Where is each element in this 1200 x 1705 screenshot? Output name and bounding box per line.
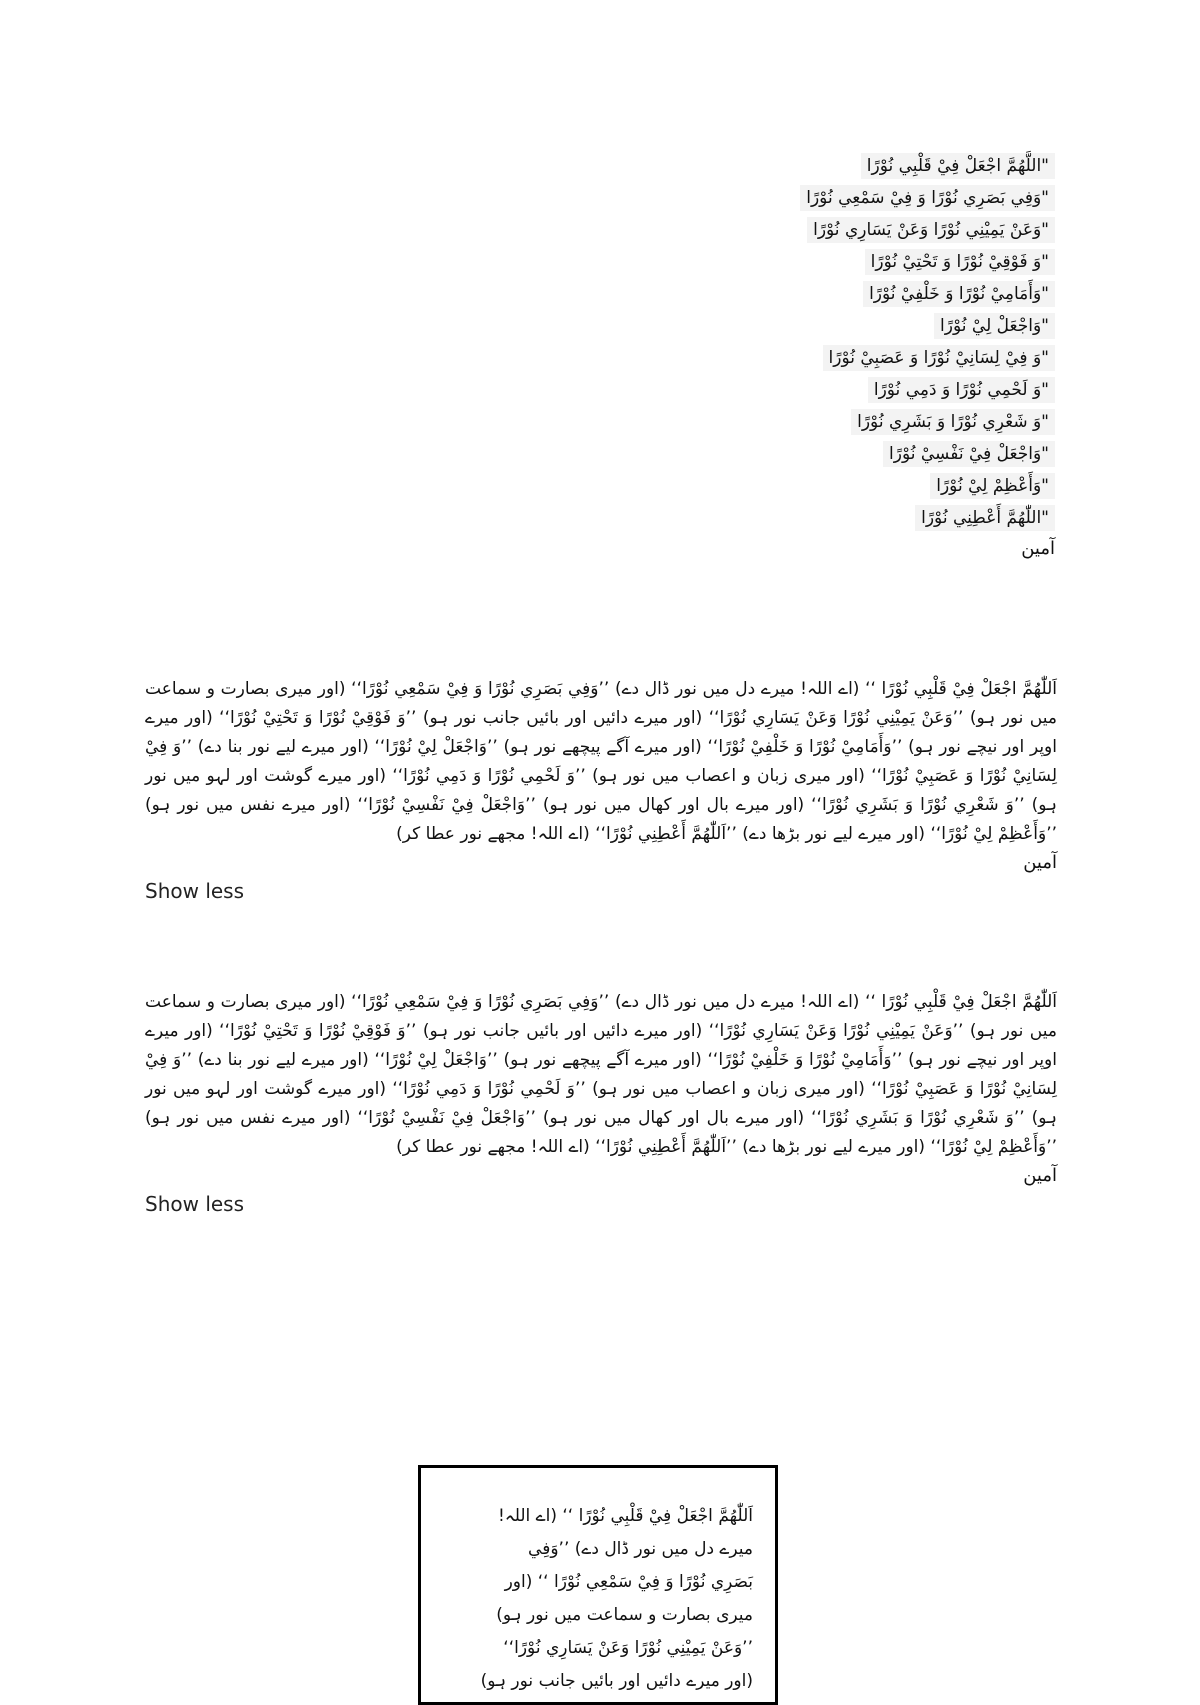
expanded-paragraph-1: [145, 675, 1057, 905]
dua-line: "وَعَنْ يَمِيْنِي نُوْرًا وَعَنْ يَسَارِي نُوْرًا: [735, 214, 1055, 246]
dua-line: "اللَّهُمَّ اجْعَلْ فِيْ قَلْبِي نُوْرًا: [735, 150, 1055, 182]
amen-text: آمین: [1023, 852, 1057, 873]
paragraph-text: اَللّٰهُمَّ اجْعَلْ فِيْ قَلْبِي نُوْرًا ‘‘ (اے اللہ! میرے دل میں نور ڈال دے) ’’وَفِي بَصَرِي نُوْرًا وَ فِيْ سَمْعِي نُوْرًا‘‘ (اور میری بصارت و سماعت میں نور ہو) ’’وَعَنْ يَمِيْنِي نُوْرًا وَعَنْ يَسَارِي نُوْرًا‘‘ (اور میرے دائیں اور بائیں جانب نور ہو) ’’وَ فَوْقِيْ نُوْرًا وَ تَحْتِيْ نُوْرًا‘‘ (اور میرے اوپر اور نیچے نور ہو) ’’وَأَمَامِيْ نُوْرًا وَ خَلْفِيْ نُوْرًا‘‘ (اور میرے آگے پیچھے نور ہو) ’’وَاجْعَلْ لِيْ نُوْرًا‘‘ (اور میرے لیے نور بنا دے) ’’وَ فِيْ لِسَانِيْ نُوْرًا وَ عَصَبِيْ نُوْرًا‘‘ (اور میری زبان و اعصاب میں نور ہو) ’’وَ لَحْمِي نُوْرًا وَ دَمِي نُوْرًا‘‘ (اور میرے گوشت اور لہو میں نور ہو) ’’وَ شَعْرِي نُوْرًا وَ بَشَرِي نُوْرًا‘‘ (اور میرے بال اور کھال میں نور ہو) ’’وَاجْعَلْ فِيْ نَفْسِيْ نُوْرًا‘‘ (اور میرے نفس میں نور ہو) ’’وَأَعْظِمْ لِيْ نُوْرًا‘‘ (اور میرے لیے نور بڑھا دے) ’’اَللّٰهُمَّ أَعْطِنِي نُوْرًا‘‘ (اے اللہ! مجھے نور عطا کر): [145, 992, 1057, 1157]
box-line: بَصَرِي نُوْرًا وَ فِيْ سَمْعِي نُوْرًا ‘‘ (اور: [504, 1572, 753, 1592]
show-less-link[interactable]: Show less: [145, 879, 245, 903]
box-line: میری بصارت و سماعت میں نور ہو): [496, 1605, 753, 1625]
dua-line: "وَفِي بَصَرِي نُوْرًا وَ فِيْ سَمْعِي نُوْرًا: [735, 182, 1055, 214]
amen-text: آمین: [1023, 1165, 1057, 1186]
dua-line: "وَأَمَامِيْ نُوْرًا وَ خَلْفِيْ نُوْرًا: [735, 278, 1055, 310]
paragraph-text: اَللّٰهُمَّ اجْعَلْ فِيْ قَلْبِي نُوْرًا ‘‘ (اے اللہ! میرے دل میں نور ڈال دے) ’’وَفِي بَصَرِي نُوْرًا وَ فِيْ سَمْعِي نُوْرًا‘‘ (اور میری بصارت و سماعت میں نور ہو) ’’وَعَنْ يَمِيْنِي نُوْرًا وَعَنْ يَسَارِي نُوْرًا‘‘ (اور میرے دائیں اور بائیں جانب نور ہو) ’’وَ فَوْقِيْ نُوْرًا وَ تَحْتِيْ نُوْرًا‘‘ (اور میرے اوپر اور نیچے نور ہو) ’’وَأَمَامِيْ نُوْرًا وَ خَلْفِيْ نُوْرًا‘‘ (اور میرے آگے پیچھے نور ہو) ’’وَاجْعَلْ لِيْ نُوْرًا‘‘ (اور میرے لیے نور بنا دے) ’’وَ فِيْ لِسَانِيْ نُوْرًا وَ عَصَبِيْ نُوْرًا‘‘ (اور میری زبان و اعصاب میں نور ہو) ’’وَ لَحْمِي نُوْرًا وَ دَمِي نُوْرًا‘‘ (اور میرے گوشت اور لہو میں نور ہو) ’’وَ شَعْرِي نُوْرًا وَ بَشَرِي نُوْرًا‘‘ (اور میرے بال اور کھال میں نور ہو) ’’وَاجْعَلْ فِيْ نَفْسِيْ نُوْرًا‘‘ (اور میرے نفس میں نور ہو) ’’وَأَعْظِمْ لِيْ نُوْرًا‘‘ (اور میرے لیے نور بڑھا دے) ’’اَللّٰهُمَّ أَعْطِنِي نُوْرًا‘‘ (اے اللہ! مجھے نور عطا کر): [145, 679, 1057, 844]
expanded-paragraph-2: [145, 988, 1057, 1218]
dua-line: "وَأَعْظِمْ لِيْ نُوْرًا: [735, 470, 1055, 502]
dua-line: "وَاجْعَلْ فِيْ نَفْسِيْ نُوْرًا: [735, 438, 1055, 470]
show-less-link[interactable]: Show less: [145, 1192, 245, 1216]
dua-line: "اللّٰهُمَّ أَعْطِنِي نُوْرًا: [735, 502, 1055, 534]
box-line: ’’وَعَنْ يَمِيْنِي نُوْرًا وَعَنْ يَسَارِي نُوْرًا‘‘: [503, 1638, 753, 1658]
dua-list: [735, 150, 1055, 564]
box-line: اَللّٰهُمَّ اجْعَلْ فِيْ قَلْبِي نُوْرًا ‘‘ (اے اللہ!: [497, 1506, 753, 1526]
dua-line: "وَ فِيْ لِسَانِيْ نُوْرًا وَ عَصَبِيْ نُوْرًا: [735, 342, 1055, 374]
box-line: میرے دل میں نور ڈال دے) ’’وَفِي: [528, 1539, 753, 1559]
amen-text: آمین: [1021, 538, 1055, 559]
bordered-text-box: [418, 1465, 778, 1705]
dua-line: "وَ فَوْقِيْ نُوْرًا وَ تَحْتِيْ نُوْرًا: [735, 246, 1055, 278]
dua-line: "وَ شَعْرِي نُوْرًا وَ بَشَرِي نُوْرًا: [735, 406, 1055, 438]
box-line: (اور میرے دائیں اور بائیں جانب نور ہو): [480, 1671, 753, 1691]
dua-line: "وَ لَحْمِي نُوْرًا وَ دَمِي نُوْرًا: [735, 374, 1055, 406]
dua-line: "وَاجْعَلْ لِيْ نُوْرًا: [735, 310, 1055, 342]
